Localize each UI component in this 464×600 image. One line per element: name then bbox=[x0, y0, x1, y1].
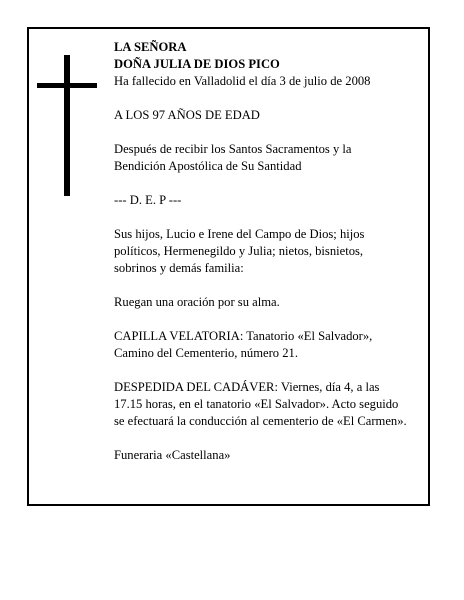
title-line: LA SEÑORA bbox=[114, 40, 187, 54]
family-line: políticos, Hermenegildo y Julia; nietos, bisnietos, bbox=[114, 244, 364, 258]
heading-block bbox=[114, 39, 444, 90]
chapel-block bbox=[114, 328, 444, 362]
sacraments-line: Después de recibir los Santos Sacramentos y la bbox=[114, 142, 352, 156]
dep-line: --- D. E. P --- bbox=[114, 193, 182, 207]
obituary-text bbox=[114, 39, 444, 481]
family-line: Sus hijos, Lucio e Irene del Campo de Dios; hijos bbox=[114, 227, 365, 241]
farewell-block bbox=[114, 379, 444, 430]
funeral-home: Funeraria «Castellana» bbox=[114, 448, 231, 462]
age-line: A LOS 97 AÑOS DE EDAD bbox=[114, 108, 260, 122]
cross-vertical-bar bbox=[64, 55, 70, 196]
funeral-home-block bbox=[114, 447, 444, 464]
chapel-line: Camino del Cementerio, número 21. bbox=[114, 346, 298, 360]
dep-block bbox=[114, 192, 444, 209]
death-announcement: Ha fallecido en Valladolid el día 3 de julio de 2008 bbox=[114, 74, 371, 88]
family-line: sobrinos y demás familia: bbox=[114, 261, 244, 275]
prayer-line: Ruegan una oración por su alma. bbox=[114, 295, 280, 309]
farewell-line: 17.15 horas, en el tanatorio «El Salvador». Acto seguido bbox=[114, 397, 399, 411]
cross-horizontal-bar bbox=[37, 83, 97, 88]
farewell-line: DESPEDIDA DEL CADÁVER: Viernes, día 4, a las bbox=[114, 380, 380, 394]
age-block bbox=[114, 107, 444, 124]
chapel-line: CAPILLA VELATORIA: Tanatorio «El Salvador», bbox=[114, 329, 373, 343]
deceased-name: DOÑA JULIA DE DIOS PICO bbox=[114, 57, 280, 71]
sacraments-line: Bendición Apostólica de Su Santidad bbox=[114, 159, 302, 173]
prayer-block bbox=[114, 294, 444, 311]
sacraments-block bbox=[114, 141, 444, 175]
farewell-line: se efectuará la conducción al cementerio de «El Carmen». bbox=[114, 414, 407, 428]
family-block bbox=[114, 226, 444, 277]
